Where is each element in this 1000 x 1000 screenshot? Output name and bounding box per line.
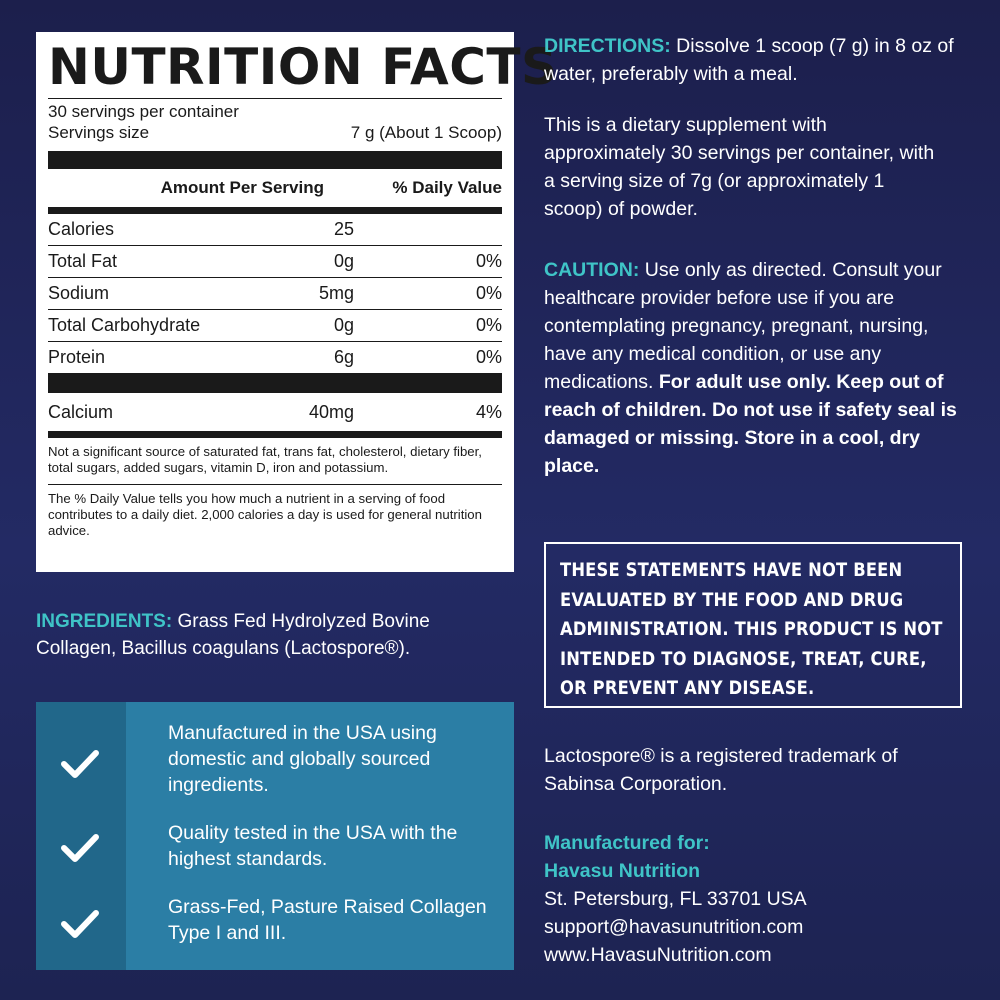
manufacturer-section <box>544 829 974 969</box>
checkmark-icon <box>60 748 100 780</box>
nutrient-name: Total Carbohydrate <box>48 315 201 335</box>
supplement-info: This is a dietary supplement with approximately 30 servings per container, with a serving size of 7g (or approximately 1 scoop) of powder. <box>544 114 935 220</box>
nutrient-daily-value: 0% <box>475 283 502 303</box>
amount-per-serving-header: Amount Per Serving <box>160 178 324 197</box>
serving-size-row <box>48 122 502 143</box>
nutrient-name: Protein <box>48 347 106 367</box>
nutrient-amount: 40mg <box>308 401 354 422</box>
trademark-notice: Lactospore® is a registered trademark of Sabinsa Corporation. <box>544 745 898 795</box>
ingredients-label: INGREDIENTS: <box>36 611 173 632</box>
daily-value-footnote: The % Daily Value tells you how much a nutrient in a serving of food contributes to a daily diet. 2,000 calories a day is used for general nutrition advice. <box>48 491 482 538</box>
nutrition-facts-panel <box>36 32 558 572</box>
serving-size-value: 7 g (About 1 Scoop) <box>350 123 502 142</box>
directions-label: DIRECTIONS: <box>544 35 671 57</box>
manufacturer-label: Manufactured for: <box>544 832 710 854</box>
nutrition-facts-title: NUTRITION FACTS <box>48 38 558 96</box>
nutrient-name: Calories <box>48 219 115 239</box>
checkmark-icon <box>60 908 100 940</box>
manufacturer-website: www.HavasuNutrition.com <box>544 944 772 966</box>
nutrient-amount: 5mg <box>318 283 354 303</box>
nutrient-row <box>48 310 502 342</box>
nutrient-name: Total Fat <box>48 251 118 271</box>
caution-bold-text: For adult use only. Keep out of reach of children. Do not use if safety seal is damaged or missing. Store in a cool, dry place. <box>544 371 957 477</box>
calcium-row <box>48 393 502 431</box>
directions-text: Dissolve 1 scoop (7 g) in 8 oz of water, preferably with a meal. <box>544 35 954 85</box>
nutrition-footnote: Not a significant source of saturated fat, trans fat, cholesterol, dietary fiber, total sugars, added sugars, vitamin D, iron and potassium. <box>48 444 482 475</box>
caution-text: Use only as directed. Consult your healthcare provider before use if you are contemplating pregnancy, pregnant, nursing, have any medical condition, or use any medications. <box>544 259 942 393</box>
manufacturer-address: St. Petersburg, FL 33701 USA <box>544 888 807 910</box>
nutrient-row <box>48 246 502 278</box>
fda-disclaimer-text: THESE STATEMENTS HAVE NOT BEEN EVALUATED BY THE FOOD AND DRUG ADMINISTRATION. THIS PRODUCT IS NOT INTENDED TO DIAGNOSE, TREAT, CURE, OR PREVENT ANY DISEASE. <box>560 559 943 699</box>
checklist-text: Quality tested in the USA with the highest standards. <box>168 822 458 870</box>
nutrient-amount: 0g <box>333 315 354 335</box>
checkmark-icon <box>60 832 100 864</box>
daily-value-header: % Daily Value <box>392 178 502 197</box>
fda-disclaimer-box <box>544 542 962 708</box>
caution-label: CAUTION: <box>544 259 640 281</box>
nutrient-daily-value: 0% <box>475 315 502 335</box>
nutrient-daily-value: 4% <box>475 401 502 422</box>
serving-size-label: Servings size <box>48 123 150 142</box>
nutrient-rows <box>48 214 502 373</box>
nutrient-daily-value: 0% <box>475 347 502 367</box>
nutrient-daily-value: 0% <box>475 251 502 271</box>
nutrient-amount: 25 <box>333 219 354 239</box>
ingredients-section <box>36 608 506 662</box>
manufacturer-email: support@havasunutrition.com <box>544 916 804 938</box>
nutrient-name: Calcium <box>48 401 114 422</box>
nutrition-header-row <box>48 169 502 207</box>
servings-per-container: 30 servings per container <box>48 102 239 121</box>
nutrient-amount: 6g <box>333 347 354 367</box>
directions-section <box>544 32 974 88</box>
checklist-text: Manufactured in the USA using domestic and globally sourced ingredients. <box>168 722 437 796</box>
nutrient-row <box>48 342 502 373</box>
nutrient-row <box>48 214 502 246</box>
nutrient-row <box>48 278 502 310</box>
nutrient-name: Sodium <box>48 283 110 303</box>
nutrient-amount: 0g <box>333 251 354 271</box>
checklist-text: Grass-Fed, Pasture Raised Collagen Type I and III. <box>168 896 487 944</box>
manufacturer-name: Havasu Nutrition <box>544 860 701 882</box>
ingredients-text: Grass Fed Hydrolyzed Bovine Collagen, Bacillus coagulans (Lactospore®). <box>36 611 430 659</box>
caution-section <box>544 256 964 480</box>
feature-checklist <box>36 702 514 970</box>
